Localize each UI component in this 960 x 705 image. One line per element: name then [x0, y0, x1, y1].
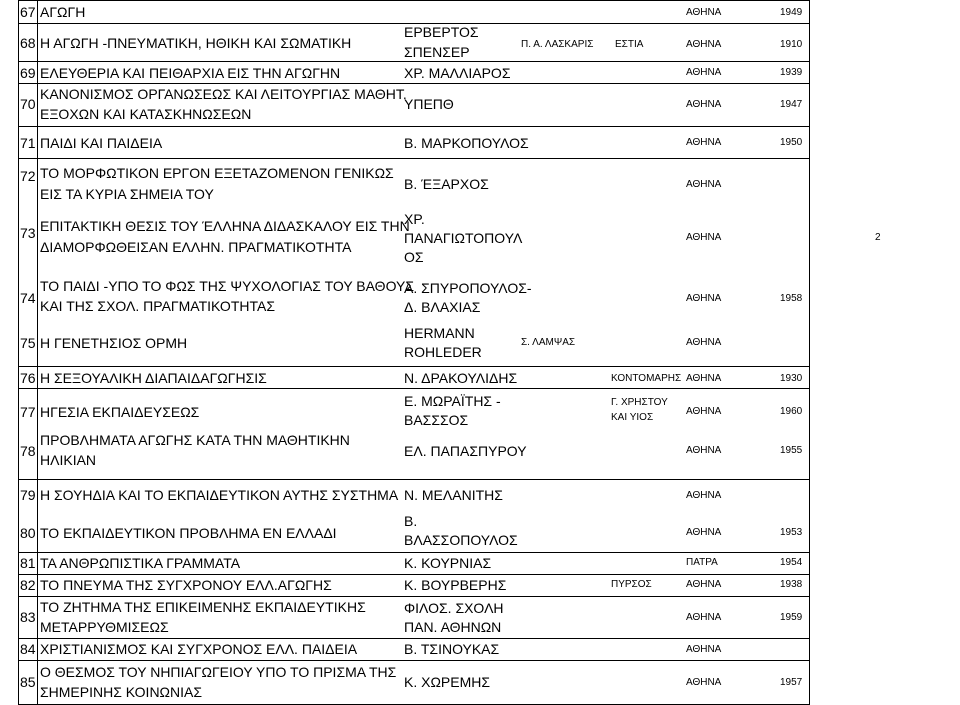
book-title: ΤΟ ΠΝΕΥΜΑ ΤΗΣ ΣΥΓΧΡΟΝΟΥ ΕΛΛ.ΑΓΩΓΗΣ: [40, 577, 332, 593]
publication-year: 1953: [780, 527, 803, 538]
publication-year: 1949: [780, 7, 803, 18]
row-number: 68: [20, 35, 36, 51]
book-title: ΤΑ ΑΝΘΡΩΠΙΣΤΙΚΑ ΓΡΑΜΜΑΤΑ: [40, 555, 241, 571]
publication-city: ΑΘΗΝΑ: [686, 137, 722, 148]
row-number: 75: [20, 335, 36, 351]
book-title: ΑΓΩΓΗ: [40, 4, 86, 20]
book-title: Ο ΘΕΣΜΟΣ ΤΟΥ ΝΗΠΙΑΓΩΓΕΙΟΥ ΥΠΟ ΤΟ ΠΡΙΣΜΑ ΤΗΣ: [40, 664, 397, 680]
publication-city: ΑΘΗΝΑ: [686, 579, 722, 590]
author: HERMANN: [404, 325, 475, 341]
book-title: ΚΑΙ ΤΗΣ ΣΧΟΛ. ΠΡΑΓΜΑΤΙΚΟΤΗΤΑΣ: [40, 298, 275, 314]
publication-year: 1930: [780, 373, 803, 384]
book-title: ΕΞΟΧΩΝ ΚΑΙ ΚΑΤΑΣΚΗΝΩΣΕΩΝ: [40, 106, 252, 122]
author: ΒΛΑΣΣΟΠΟΥΛΟΣ: [404, 532, 518, 548]
publication-city: ΑΘΗΝΑ: [686, 644, 722, 655]
publication-year: 2: [875, 232, 881, 243]
publisher: ΚΟΝΤΟΜΑΡΗΣ: [611, 373, 682, 384]
column-rule: [809, 0, 810, 705]
publication-year: 1958: [780, 293, 803, 304]
author: ΧΡ. ΜΑΛΛΙΑΡΟΣ: [404, 65, 511, 81]
book-title: ΠΑΙΔΙ ΚΑΙ ΠΑΙΔΕΙΑ: [40, 135, 163, 151]
author: ΟΣ: [404, 249, 424, 265]
author: Α. ΣΠΥΡΟΠΟΥΛΟΣ-: [404, 280, 532, 296]
publication-year: 1954: [780, 557, 803, 568]
author: ΠΑΝΑΓΙΩΤΟΠΟΥΛ: [404, 230, 523, 246]
publication-year: 1947: [780, 99, 803, 110]
author: ΒΑΣΣΣΟΣ: [404, 412, 469, 428]
author: ΠΑΝ. ΑΘΗΝΩΝ: [404, 619, 502, 635]
publication-year: 1959: [780, 612, 803, 623]
row-number: 71: [20, 135, 36, 151]
publication-city: ΑΘΗΝΑ: [686, 373, 722, 384]
book-title: ΕΛΕΥΘΕΡΙΑ ΚΑΙ ΠΕΙΘΑΡΧΙΑ ΕΙΣ ΤΗΝ ΑΓΩΓΗΝ: [40, 65, 341, 81]
author: ΕΡΒΕΡΤΟΣ: [404, 24, 479, 40]
book-title: ΣΗΜΕΡΙΝΗΣ ΚΟΙΝΩΝΙΑΣ: [40, 684, 203, 700]
row-rule: [18, 388, 810, 389]
publication-city: ΑΘΗΝΑ: [686, 490, 722, 501]
publication-city: ΑΘΗΝΑ: [686, 7, 722, 18]
author: ΦΙΛΟΣ. ΣΧΟΛΗ: [404, 600, 504, 616]
row-number: 85: [20, 674, 36, 690]
author: ΕΛ. ΠΑΠΑΣΠΥΡΟΥ: [404, 443, 527, 459]
row-number: 74: [20, 290, 36, 306]
translator: Π. Α. ΛΑΣΚΑΡΙΣ: [521, 39, 594, 50]
row-number: 78: [20, 443, 36, 459]
publication-city: ΑΘΗΝΑ: [686, 677, 722, 688]
column-rule: [18, 0, 19, 705]
author: ΣΠΕΝΣΕΡ: [404, 44, 470, 60]
book-title: ΗΛΙΚΙΑΝ: [40, 452, 97, 468]
book-title: ΠΡΟΒΛΗΜΑΤΑ ΑΓΩΓΗΣ ΚΑΤΑ ΤΗΝ ΜΑΘΗΤΙΚΗΝ: [40, 432, 350, 448]
row-number: 77: [20, 404, 36, 420]
book-title: ΔΙΑΜΟΡΦΩΘΕΙΣΑΝ ΕΛΛΗΝ. ΠΡΑΓΜΑΤΙΚΟΤΗΤΑ: [40, 239, 352, 255]
publisher: ΕΣΤΙΑ: [615, 39, 644, 50]
column-rule: [37, 0, 38, 705]
book-title: Η ΣΕΞΟΥΑΛΙΚΗ ΔΙΑΠΑΙΔΑΓΩΓΗΣΙΣ: [40, 370, 267, 386]
publication-city: ΑΘΗΝΑ: [686, 337, 722, 348]
row-rule: [18, 0, 810, 1]
author: ΧΡ.: [404, 211, 425, 227]
publication-city: ΑΘΗΝΑ: [686, 179, 722, 190]
book-title: ΚΑΝΟΝΙΣΜΟΣ ΟΡΓΑΝΩΣΕΩΣ ΚΑΙ ΛΕΙΤΟΥΡΓΙΑΣ ΜΑΘΗΤ.: [40, 86, 407, 102]
publication-city: ΑΘΗΝΑ: [686, 232, 722, 243]
author: ROHLEDER: [404, 344, 482, 360]
book-title: ΤΟ ΠΑΙΔΙ -ΥΠΟ ΤΟ ΦΩΣ ΤΗΣ ΨΥΧΟΛΟΓΙΑΣ ΤΟΥ ΒΑΘΟΥΣ: [40, 278, 414, 294]
row-number: 73: [20, 225, 36, 241]
row-number: 81: [20, 555, 36, 571]
publication-year: 1939: [780, 67, 803, 78]
book-title: ΧΡΙΣΤΙΑΝΙΣΜΟΣ ΚΑΙ ΣΥΓΧΡΟΝΟΣ ΕΛΛ. ΠΑΙΔΕΙΑ: [40, 641, 358, 657]
author: Β. ΈΞΑΡΧΟΣ: [404, 176, 489, 192]
publication-year: 1910: [780, 39, 803, 50]
publisher: Γ. ΧΡΗΣΤΟΥ: [611, 397, 668, 408]
publisher: ΚΑΙ ΥΙΟΣ: [611, 412, 654, 423]
row-number: 70: [20, 96, 36, 112]
book-title: ΕΠΙΤΑΚΤΙΚΗ ΘΕΣΙΣ ΤΟΥ ΈΛΛΗΝΑ ΔΙΔΑΣΚΑΛΟΥ ΕΙΣ ΤΗΝ: [40, 218, 410, 234]
book-title: Η ΓΕΝΕΤΗΣΙΟΣ ΟΡΜΗ: [40, 335, 188, 351]
book-title: ΤΟ ΕΚΠΑΙΔΕΥΤΙΚΟΝ ΠΡΟΒΛΗΜΑ ΕΝ ΕΛΛΑΔΙ: [40, 525, 337, 541]
publication-city: ΠΑΤΡΑ: [686, 557, 718, 568]
row-number: 80: [20, 525, 36, 541]
author: Ε. ΜΩΡΑΪΤΗΣ -: [404, 393, 501, 409]
book-title: ΤΟ ΖΗΤΗΜΑ ΤΗΣ ΕΠΙΚΕΙΜΕΝΗΣ ΕΚΠΑΙΔΕΥΤΙΚΗΣ: [40, 599, 366, 615]
row-number: 82: [20, 577, 36, 593]
row-number: 76: [20, 370, 36, 386]
author: Κ. ΚΟΥΡΝΙΑΣ: [404, 555, 492, 571]
row-number: 79: [20, 487, 36, 503]
publication-year: 1950: [780, 137, 803, 148]
publication-year: 1955: [780, 445, 803, 456]
author: Κ. ΧΩΡΕΜΗΣ: [404, 674, 491, 690]
book-title: Η ΑΓΩΓΗ -ΠΝΕΥΜΑΤΙΚΗ, ΗΘΙΚΗ ΚΑΙ ΣΩΜΑΤΙΚΗ: [40, 35, 352, 51]
author: Ν. ΜΕΛΑΝΙΤΗΣ: [404, 487, 503, 503]
row-rule: [18, 126, 810, 127]
author: Β.: [404, 513, 418, 529]
author: Β. ΤΣΙΝΟΥΚΑΣ: [404, 641, 500, 657]
publication-city: ΑΘΗΝΑ: [686, 445, 722, 456]
row-number: 69: [20, 65, 36, 81]
book-title: Η ΣΟΥΗΔΙΑ ΚΑΙ ΤΟ ΕΚΠΑΙΔΕΥΤΙΚΟΝ ΑΥΤΗΣ ΣΥΣΤΗΜΑ: [40, 487, 399, 503]
publication-city: ΑΘΗΝΑ: [686, 527, 722, 538]
publisher: ΠΥΡΣΟΣ: [611, 579, 652, 590]
book-title: ΕΙΣ ΤΑ ΚΥΡΙΑ ΣΗΜΕΙΑ ΤΟΥ: [40, 186, 214, 202]
book-title: ΗΓΕΣΙΑ ΕΚΠΑΙΔΕΥΣΕΩΣ: [40, 404, 200, 420]
row-rule: [18, 366, 810, 367]
publication-city: ΑΘΗΝΑ: [686, 612, 722, 623]
author: Β. ΜΑΡΚΟΠΟΥΛΟΣ: [404, 135, 529, 151]
row-number: 72: [20, 168, 36, 184]
row-rule: [18, 660, 810, 661]
row-number: 84: [20, 641, 36, 657]
row-rule: [18, 479, 810, 480]
row-number: 83: [20, 609, 36, 625]
author: Ν. ΔΡΑΚΟΥΛΙΔΗΣ: [404, 370, 518, 386]
book-title: ΤΟ ΜΟΡΦΩΤΙΚΟΝ ΕΡΓΟΝ ΕΞΕΤΑΖΟΜΕΝΟΝ ΓΕΝΙΚΩΣ: [40, 165, 394, 181]
publication-city: ΑΘΗΝΑ: [686, 293, 722, 304]
translator: Σ. ΛΑΜΨΑΣ: [521, 337, 576, 348]
author: Κ. ΒΟΥΡΒΕΡΗΣ: [404, 577, 507, 593]
publication-city: ΑΘΗΝΑ: [686, 39, 722, 50]
book-title: ΜΕΤΑΡΡΥΘΜΙΣΕΩΣ: [40, 619, 169, 635]
publication-year: 1957: [780, 677, 803, 688]
publication-city: ΑΘΗΝΑ: [686, 99, 722, 110]
author: Δ. ΒΛΑΧΙΑΣ: [404, 299, 481, 315]
publication-year: 1960: [780, 406, 803, 417]
publication-year: 1938: [780, 579, 803, 590]
publication-city: ΑΘΗΝΑ: [686, 406, 722, 417]
publication-city: ΑΘΗΝΑ: [686, 67, 722, 78]
row-number: 67: [20, 4, 36, 20]
row-rule: [18, 158, 810, 159]
author: ΥΠΕΠΘ: [404, 96, 454, 112]
